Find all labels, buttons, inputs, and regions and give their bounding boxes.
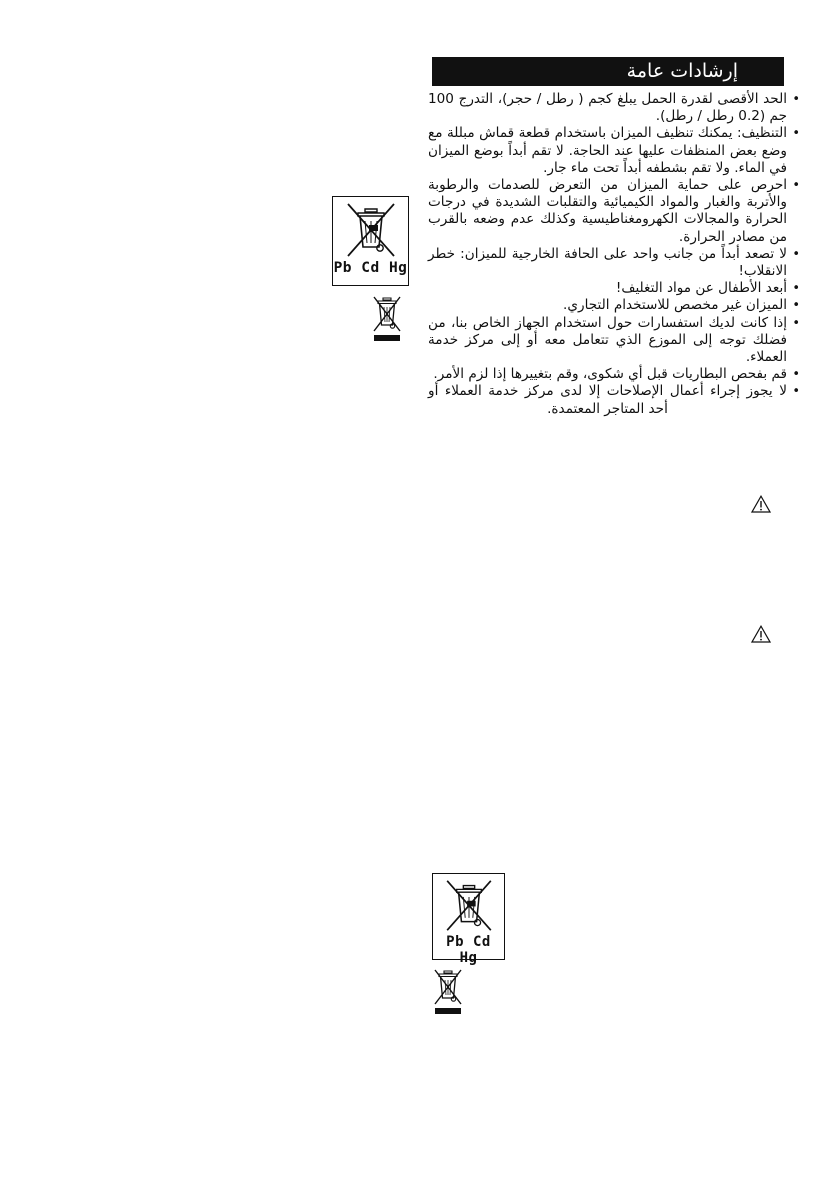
- battery-disposal-symbol: [332, 196, 409, 286]
- list-item: • قم بفحص البطاريات قبل أي شكوى، وقم بتغييرها إذا لزم الأمر.: [428, 366, 800, 383]
- list-item: • الميزان غير مخصص للاستخدام التجاري.: [428, 297, 800, 314]
- crossed-out-wheelie-bin-icon: [372, 295, 402, 343]
- list-item: • لا تصعد أبداً من جانب واحد على الحافة الخارجية للميزان: خطر الانقلاب!: [428, 246, 800, 280]
- battery-chemicals-label: Pb Cd Hg: [333, 260, 408, 276]
- list-item: • لا يجوز إجراء أعمال الإصلاحات إلا لدى مركز خدمة العملاء أو أحد المتاجر المعتمدة.: [428, 383, 800, 417]
- list-item: • الحد الأقصى لقدرة الحمل يبلغ كجم ( رطل / حجر)، التدرج 100 جم (0.2 رطل / رطل).: [428, 91, 800, 125]
- instructions-list: [428, 91, 800, 418]
- list-item: • التنظيف: يمكنك تنظيف الميزان باستخدام قطعة قماش مبللة مع وضع بعض المنظفات عليها عند الحاجة. لا تقم أبداً بوضع الميزان في الماء. ولا تقم بشطفه أبداً تحت ماء جار.: [428, 125, 800, 177]
- crossed-out-wheelie-bin-icon: [433, 968, 463, 1016]
- list-item: • إذا كانت لديك استفسارات حول استخدام الجهاز الخاص بنا، من فضلك توجه إلى الموزع الذي تتعامل معه أو إلى مركز خدمة العملاء.: [428, 315, 800, 367]
- list-item: • أبعد الأطفال عن مواد التغليف!: [428, 280, 800, 297]
- battery-chemicals-label: Pb Cd Hg: [446, 934, 491, 966]
- section-title: إرشادات عامة: [432, 57, 784, 86]
- crossed-out-wheelie-bin-icon: [345, 201, 397, 259]
- warning-triangle-icon: [751, 625, 771, 643]
- list-item: • احرص على حماية الميزان من التعرض للصدمات والرطوبة والأتربة والغبار والمواد الكيميائية والتقلبات الشديدة في درجات الحرارة والمجالات الكهرومغناطيسية وكذلك عدم وضعه بالقرب من مصادر الحرارة.: [428, 177, 800, 246]
- battery-disposal-symbol: [432, 873, 505, 966]
- warning-triangle-icon: [751, 495, 771, 513]
- crossed-out-wheelie-bin-icon: [444, 878, 494, 933]
